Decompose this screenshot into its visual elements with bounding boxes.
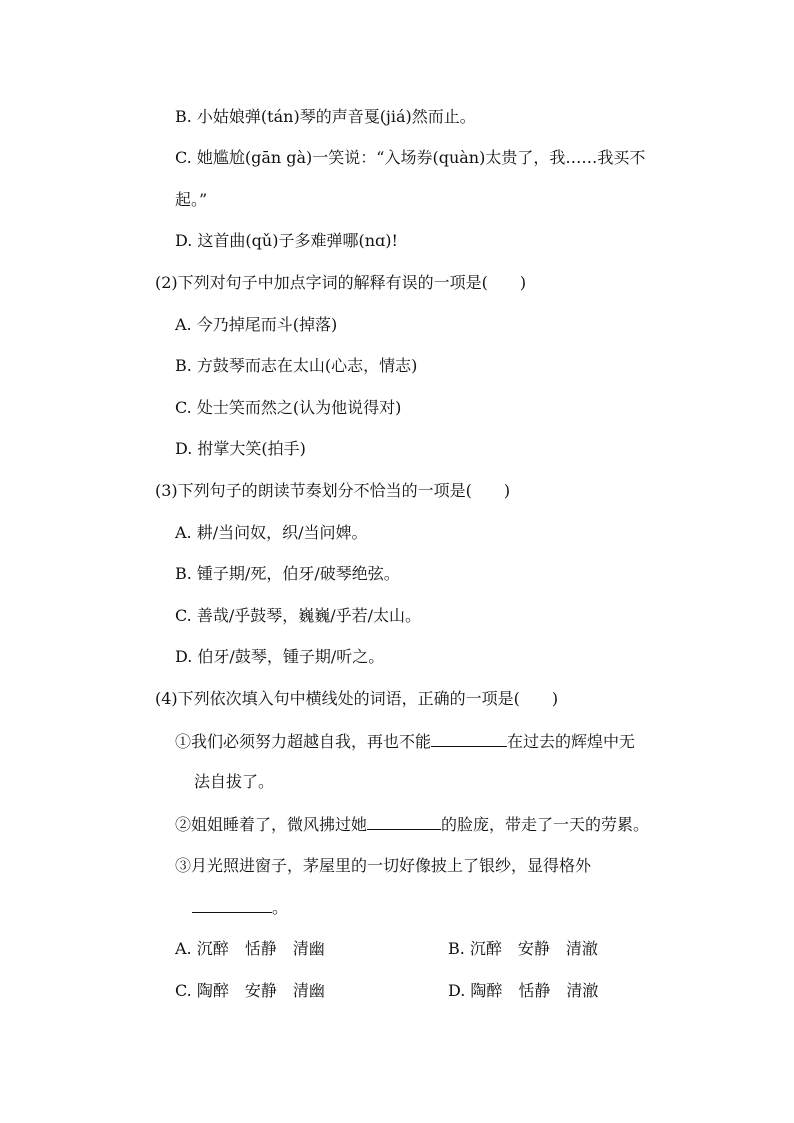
- q3-option-d: D. 伯牙/鼓琴，锺子期/听之。: [175, 647, 385, 666]
- q1-option-d: D. 这首曲(qǔ)子多难弹哪(nɑ)!: [175, 231, 398, 250]
- q2-option-d: D. 拊掌大笑(拍手): [175, 439, 306, 458]
- q4-option-d: D. 陶醉 恬静 清澈: [448, 981, 599, 1000]
- q1-option-b: B. 小姑娘弹(tán)琴的声音戛(jiá)然而止。: [175, 107, 476, 126]
- q4-sentence-2: [175, 813, 649, 836]
- q4-sentence-3-period: 。: [272, 898, 289, 917]
- q4-option-a: A. 沉醉 恬静 清幽: [175, 939, 325, 958]
- q1-option-c: C. 她尴尬(gān gà)一笑说：“入场券(quàn)太贵了，我……我买不: [175, 148, 646, 167]
- q4-sentence-2-after: 的脸庞，带走了一天的劳累。: [441, 815, 650, 834]
- q4-option-c: C. 陶醉 安静 清幽: [175, 981, 325, 1000]
- q1-option-c-continued: 起。”: [175, 190, 208, 209]
- q2-option-c: C. 处士笑而然之(认为他说得对): [175, 398, 402, 417]
- q4-option-b: B. 沉醉 安静 清澈: [448, 939, 598, 958]
- q4-sentence-1-before: ①我们必须努力超越自我，再也不能: [175, 732, 432, 751]
- q4-sentence-3: ③月光照进窗子，茅屋里的一切好像披上了银纱，显得格外: [175, 856, 592, 875]
- q3-option-b: B. 锺子期/死，伯牙/破琴绝弦。: [175, 564, 400, 583]
- q4-sentence-1: [175, 730, 635, 753]
- q2-option-b: B. 方鼓琴而志在太山(心志，情志): [175, 356, 418, 375]
- q4-sentence-1-after: 在过去的辉煌中无: [507, 732, 636, 751]
- fill-blank-2: [367, 813, 441, 830]
- q3-option-a: A. 耕/当问奴，织/当问婢。: [175, 523, 368, 542]
- q4-sentence-1-continued: 法自拔了。: [194, 772, 275, 791]
- q4-sentence-3-end: [192, 896, 288, 919]
- fill-blank-3: [192, 896, 272, 913]
- q4-sentence-2-before: ②姐姐睡着了，微风拂过她: [175, 815, 368, 834]
- q2-stem: (2)下列对句子中加点字词的解释有误的一项是( ): [155, 273, 527, 292]
- q3-option-c: C. 善哉/乎鼓琴，巍巍/乎若/太山。: [175, 606, 422, 625]
- q3-stem: (3)下列句子的朗读节奏划分不恰当的一项是( ): [155, 481, 511, 500]
- q4-stem: (4)下列依次填入句中横线处的词语，正确的一项是( ): [155, 689, 559, 708]
- q2-option-a: A. 今乃掉尾而斗(掉落): [175, 315, 338, 334]
- fill-blank-1: [431, 730, 507, 747]
